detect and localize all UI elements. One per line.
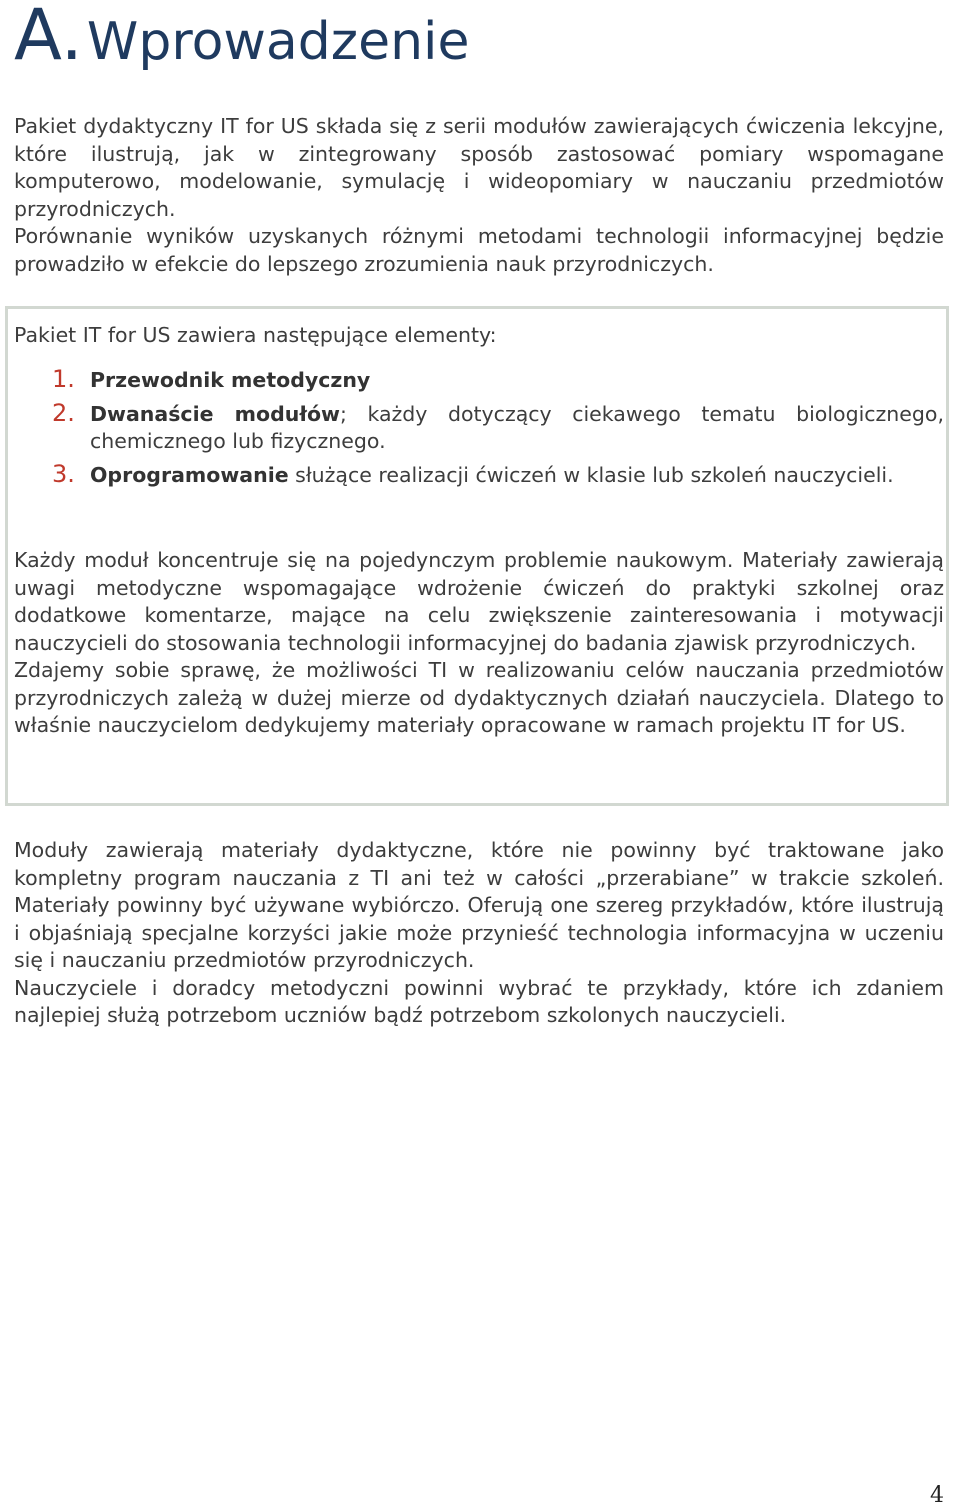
list-item-text: służące realizacji ćwiczeń w klasie lub szkoleń nauczycieli. [288, 462, 894, 487]
section-title: Wprowadzenie [86, 12, 470, 72]
list-item [14, 398, 944, 456]
box-text [14, 547, 944, 740]
list-item-title: Dwanaście modułów [90, 401, 340, 426]
outro-paragraph-2: Nauczyciele i doradcy metodyczni powinni wybrać te przykłady, które ich zdaniem najlepiej służą potrzebom uczniów bądź potrzebom szkolonych nauczycieli. [14, 975, 944, 1027]
box-intro-line: Pakiet IT for US zawiera następujące elementy: [14, 323, 497, 347]
page-number: 4 [930, 1483, 944, 1508]
list-number: 2. [52, 398, 75, 427]
highlight-box [5, 306, 949, 806]
list-item-title: Oprogramowanie [90, 462, 289, 487]
elements-list [14, 367, 944, 495]
outro-text [14, 837, 944, 1030]
section-letter: A. [14, 0, 83, 76]
intro-paragraph-2: Porównanie wyników uzyskanych różnymi metodami technologii informacyjnej będzie prowadziło w efekcie do lepszego zrozumienia nauk przyrodniczych. [14, 224, 944, 276]
section-heading [14, 0, 469, 76]
list-item-text: ; każdy dotyczący ciekawego tematu biologicznego, chemicznego lub fizycznego. [90, 401, 944, 453]
list-item [14, 459, 944, 490]
list-item [14, 367, 944, 395]
box-paragraph-1: Każdy moduł koncentruje się na pojedynczym problemie naukowym. Materiały zawierają uwagi metodyczne wspomagające wdrożenie ćwiczeń do praktyki szkolnej oraz dodatkowe komentarze, mające na celu zwiększenie zainteresowania i motywacji nauczycieli do stosowania technologii informacyjnej do badania zjawisk przyrodniczych. [14, 548, 944, 655]
intro-paragraph-1: Pakiet dydaktyczny IT for US składa się z serii modułów zawierających ćwiczenia lekcyjne, które ilustrują, jak w zintegrowany sposób zastosować pomiary wspomagane komputerowo, modelowanie, symulację i wideopomiary w nauczaniu przedmiotów przyrodniczych. [14, 114, 944, 221]
list-item-title: Przewodnik metodyczny [90, 368, 371, 392]
list-number: 1. [52, 365, 75, 393]
intro-text [14, 113, 944, 278]
box-paragraph-2: Zdajemy sobie sprawę, że możliwości TI w realizowaniu celów nauczania przedmiotów przyrodniczych zależą w dużej mierze od dydaktycznych działań nauczyciela. Dlatego to właśnie nauczycielom dedykujemy materiały opracowane w ramach projektu IT for US. [14, 658, 944, 737]
list-number: 3. [52, 459, 75, 488]
outro-paragraph-1: Moduły zawierają materiały dydaktyczne, które nie powinny być traktowane jako kompletny program nauczania z TI ani też w całości „przerabiane” w trakcie szkoleń. Materiały powinny być używane wybiórczo. Oferują one szereg przykładów, które ilustrują i objaśniają specjalne korzyści jakie może przynieść technologia informacyjna w uczeniu się i nauczaniu przedmiotów przyrodniczych. [14, 838, 944, 972]
